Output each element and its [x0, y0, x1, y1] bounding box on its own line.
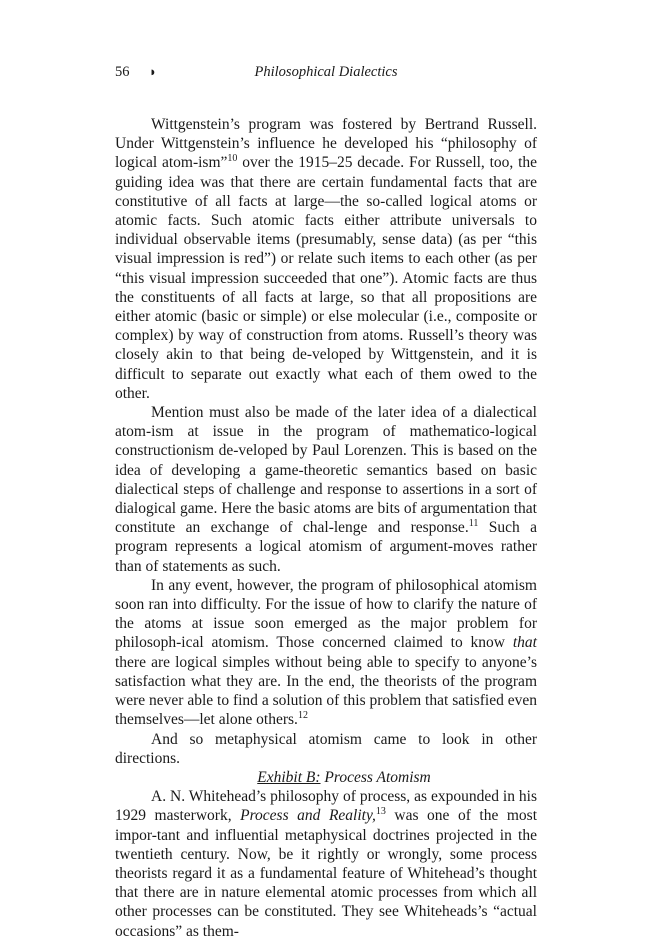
emphasis: that	[512, 634, 537, 652]
heading-exhibit: Exhibit B:	[257, 768, 321, 786]
paragraph	[115, 730, 537, 768]
section-heading	[115, 768, 537, 787]
paragraph-text: In any event, however, the program of philosophical atomism soon ran into difficulty. For the issue of how to clarify the nature of the atoms at issue soon emerged as the major problem for philosoph-ical atomism. Those concerned claimed to know	[115, 576, 537, 652]
paragraph-text: Such a program represents a logical atomism of argument-moves rather than of statements as such.	[115, 519, 538, 575]
paragraph-text: Mention must also be made of the later idea of a dialectical atom-ism at issue in the program of mathematico-logical constructionism de-veloped by Paul Lorenzen. This is based on the idea of developing a game-theoretic semantics based on basic dialectical steps of challenge and response to assertions in a sort of dialogical game. Here the basic atoms are bits of argumentation that constitute an exchange of chal-lenge and response.	[115, 404, 537, 537]
book-title: Process and Reality,	[240, 807, 376, 825]
running-title: Philosophical Dialectics	[254, 64, 398, 80]
heading-title: Process Atomism	[320, 768, 431, 786]
paragraph	[115, 403, 537, 576]
paragraph	[115, 115, 537, 403]
paragraph-text: over the 1915–25 decade. For Russell, too, the guiding idea was that there are certain fundamental facts that are constitutive of all facts at large—the so-called logical atoms or atomic facts. Such atomic facts either attribute universals to individual observable items (presumably, sense data) (as per “this visual impression is red”) or relate such items to each other (as per “this visual impression succeeded that one”). Atomic facts are thus the constituents of all facts at large, so that all propositions are either atomic (basic or simple) or else molecular (i.e., composite or complex) by way of construction from atoms. Russell’s theory was closely akin to that being de-veloped by Wittgenstein, and it is difficult to separate out exactly what each of them owed to the other.	[115, 154, 538, 402]
paragraph-text: there are logical simples without being able to specify to anyone’s satisfaction what they are. In the end, the theorists of the program were never able to find a solution of this problem that satisfied even themselves—let alone others.	[115, 653, 537, 729]
paragraph	[115, 576, 537, 730]
footnote-marker: 13	[375, 806, 386, 818]
ornament-icon: ◗	[149, 64, 157, 79]
footnote-marker: 11	[468, 518, 479, 530]
paragraph-text: was one of the most impor-tant and influential metaphysical doctrines projected in the twentieth century. Now, be it rightly or wrongly, some process theorists regard it as a fundamental feature of Whitehead’s thought that there are in nature elemental atomic processes from which all other processes can be constituted. They see Whiteheads’s “actual occasions” as them-	[115, 807, 538, 940]
page-header	[115, 64, 537, 84]
paragraph-text: A. N. Whitehead’s philosophy of process, as expounded in his 1929 masterwork,	[115, 788, 537, 825]
page-body	[115, 115, 537, 941]
page-number: 56	[115, 64, 130, 80]
footnote-marker: 10	[227, 153, 238, 165]
paragraph-text: And so metaphysical atomism came to look in other directions.	[115, 730, 537, 767]
paragraph	[115, 787, 537, 941]
paragraph-text: Wittgenstein’s program was fostered by Bertrand Russell. Under Wittgenstein’s influence he developed his “philosophy of logical atom-ism”	[115, 116, 537, 172]
footnote-marker: 12	[297, 710, 308, 722]
